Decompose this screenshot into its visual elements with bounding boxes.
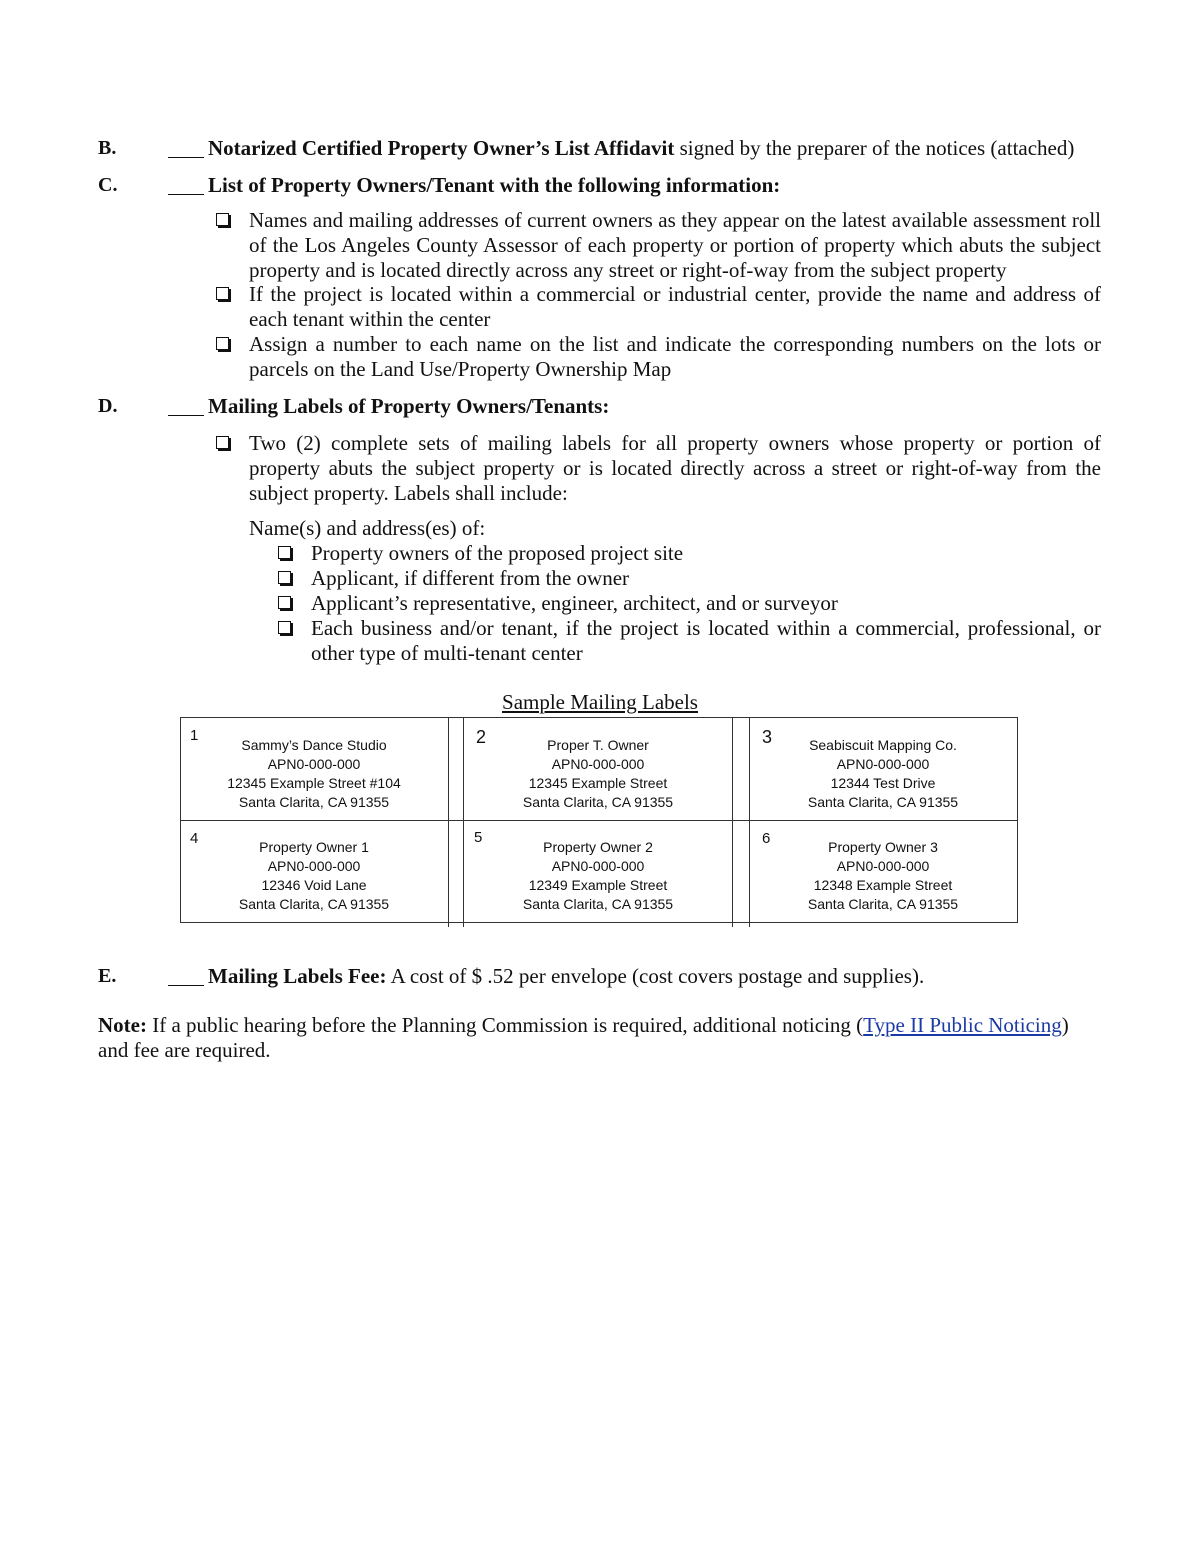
sub-item-2: Applicant, if different from the owner <box>311 566 630 590</box>
checkbox-icon[interactable] <box>216 436 229 449</box>
section-b-rest: signed by the preparer of the notices (attached) <box>674 136 1075 160</box>
label-number: 2 <box>476 727 487 747</box>
sample-labels-caption: Sample Mailing Labels <box>502 690 698 714</box>
section-b-heading <box>208 136 1074 161</box>
section-b-checkline[interactable] <box>168 157 204 158</box>
section-d-letter: D. <box>98 395 118 417</box>
label-street: 12345 Example Street #104 <box>227 775 401 791</box>
note-line-2: and fee are required. <box>98 1038 271 1062</box>
label-apn: APN0-000-000 <box>836 858 930 874</box>
section-c-title: List of Property Owners/Tenant with the following information: <box>208 173 781 197</box>
section-d-title: Mailing Labels of Property Owners/Tenants: <box>208 394 610 418</box>
sub-item-4: Each business and/or tenant, if the project is located within a commercial, professional, or other type of multi-tenant center <box>311 616 1101 665</box>
label-name: Seabiscuit Mapping Co. <box>809 737 957 753</box>
label-number: 4 <box>190 830 199 847</box>
grid-line <box>732 717 733 927</box>
section-c-item-1: Names and mailing addresses of current owners as they appear on the latest available assessment roll of the Los Angeles County Assessor of each property or portion of property which abuts the subject property and is located directly across any street or right-of-way from the subject property <box>249 208 1101 282</box>
checkbox-icon[interactable] <box>216 287 229 300</box>
mailing-label <box>199 838 429 914</box>
names-intro: Name(s) and address(es) of: <box>249 516 486 540</box>
grid-line <box>448 717 449 927</box>
section-c-checkline[interactable] <box>168 194 204 195</box>
grid-line <box>180 820 1018 821</box>
section-d-item: Two (2) complete sets of mailing labels for all property owners whose property or portion of property abuts the subject property or is located directly across a street or right-of-way from the subject property. Labels shall include: <box>249 431 1101 505</box>
section-e-rest: A cost of $ .52 per envelope (cost covers postage and supplies). <box>386 964 925 988</box>
grid-line <box>749 717 750 927</box>
note-text: If a public hearing before the Planning Commission is required, additional noticing ( <box>146 1013 864 1037</box>
note-paragraph <box>98 1013 1102 1038</box>
grid-line <box>180 922 1018 923</box>
checkbox-icon[interactable] <box>216 337 229 350</box>
checkbox-icon[interactable] <box>278 621 291 634</box>
label-apn: APN0-000-000 <box>836 756 930 772</box>
label-street: 12345 Example Street <box>528 775 668 791</box>
section-c-item-2: If the project is located within a commercial or industrial center, provide the name and address of each tenant within the center <box>249 282 1101 331</box>
checkbox-icon[interactable] <box>278 571 291 584</box>
label-apn: APN0-000-000 <box>551 858 645 874</box>
label-city: Santa Clarita, CA 91355 <box>807 794 959 810</box>
label-city: Santa Clarita, CA 91355 <box>238 896 390 912</box>
label-street: 12344 Test Drive <box>830 775 936 791</box>
label-street: 12348 Example Street <box>813 877 953 893</box>
label-name: Sammy’s Dance Studio <box>241 737 387 753</box>
label-city: Santa Clarita, CA 91355 <box>522 896 674 912</box>
grid-line <box>463 717 464 927</box>
mailing-label <box>768 736 998 812</box>
section-c-letter: C. <box>98 174 118 196</box>
section-b-title: Notarized Certified Property Owner’s List Affidavit <box>208 136 675 160</box>
label-name: Proper T. Owner <box>547 737 649 753</box>
label-name: Property Owner 1 <box>259 839 369 855</box>
section-c-item-3: Assign a number to each name on the list and indicate the corresponding numbers on the lots or parcels on the Land Use/Property Ownership Map <box>249 332 1101 381</box>
note-text-close: ) <box>1061 1013 1069 1037</box>
checkbox-icon[interactable] <box>278 596 291 609</box>
grid-line <box>1017 717 1018 922</box>
label-apn: APN0-000-000 <box>551 756 645 772</box>
checkbox-icon[interactable] <box>278 546 291 559</box>
section-c-heading <box>208 173 780 198</box>
label-apn: APN0-000-000 <box>267 858 361 874</box>
label-name: Property Owner 3 <box>828 839 938 855</box>
grid-line <box>180 717 1018 718</box>
section-e-letter: E. <box>98 965 117 987</box>
label-name: Property Owner 2 <box>543 839 653 855</box>
mailing-label <box>768 838 998 914</box>
label-city: Santa Clarita, CA 91355 <box>238 794 390 810</box>
label-city: Santa Clarita, CA 91355 <box>807 896 959 912</box>
checkbox-icon[interactable] <box>216 213 229 226</box>
sub-item-3: Applicant’s representative, engineer, architect, and or surveyor <box>311 591 838 615</box>
label-street: 12346 Void Lane <box>261 877 367 893</box>
label-city: Santa Clarita, CA 91355 <box>522 794 674 810</box>
section-e-checkline[interactable] <box>168 985 204 986</box>
section-e-heading <box>208 964 924 989</box>
sub-item-1: Property owners of the proposed project site <box>311 541 684 565</box>
sample-labels-grid <box>180 717 1018 927</box>
label-number: 3 <box>762 727 773 747</box>
section-b-letter: B. <box>98 137 117 159</box>
label-number: 6 <box>762 830 771 847</box>
label-number: 5 <box>474 829 483 846</box>
note-label: Note: <box>98 1013 147 1037</box>
mailing-label <box>483 736 713 812</box>
type-ii-public-noticing-link[interactable]: Type II Public Noticing <box>863 1013 1062 1037</box>
section-e-title: Mailing Labels Fee: <box>208 964 387 988</box>
label-street: 12349 Example Street <box>528 877 668 893</box>
label-number: 1 <box>190 727 199 744</box>
mailing-label <box>483 838 713 914</box>
section-d-checkline[interactable] <box>168 415 204 416</box>
label-apn: APN0-000-000 <box>267 756 361 772</box>
mailing-label <box>199 736 429 812</box>
section-d-heading <box>208 394 609 419</box>
grid-line <box>180 717 181 922</box>
